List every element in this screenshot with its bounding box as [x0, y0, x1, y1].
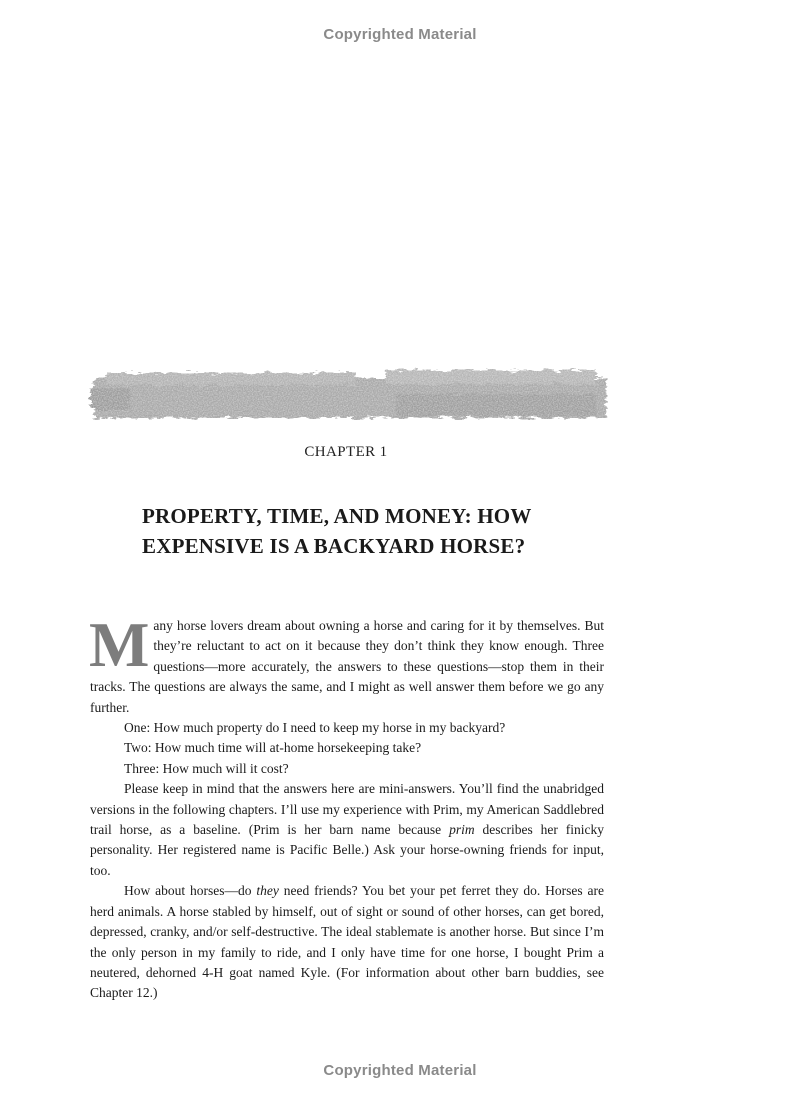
paragraph-mini-answers-text-b: describes her finicky personality. Her registered name is Pacific Belle.) Ask your horse-owning friends for input, too.: [90, 822, 604, 878]
question-two: Two: How much time will at-home horsekeeping take?: [124, 740, 422, 756]
question-three: Three: How much will it cost?: [124, 760, 289, 776]
paragraph-mini-answers: [90, 779, 604, 881]
paragraph-horse-friends-text-a: How about horses—do: [124, 883, 257, 899]
chapter-body: [89, 609, 604, 1004]
opening-paragraph: [89, 609, 604, 718]
copyright-watermark-top: Copyrighted Material: [323, 26, 477, 43]
chapter-title-line-1: PROPERTY, TIME, AND MONEY: HOW: [142, 504, 532, 528]
chapter-label: CHAPTER 1: [304, 444, 388, 460]
question-one: One: How much property do I need to keep my horse in my backyard?: [124, 720, 506, 736]
paragraph-mini-answers-text-a: Please keep in mind that the answers here are mini-answers. You’ll find the unabridged versions in the following chapters. I’ll use my experience with Prim, my American Saddlebred trail horse, as a baseline. (Prim is her barn name because: [90, 781, 604, 838]
chapter-banner-texture: [86, 364, 618, 428]
opening-paragraph-text: any horse lovers dream about owning a horse and caring for it by themselves. But they’re reluctant to act on it because they don’t think they know enough. Three questions—more accurately, the answers to these questions—stop them in their tracks. The questions are always the same, and I might as well answer them before we go any further.: [90, 618, 604, 715]
emphasis-they: they: [256, 883, 279, 899]
emphasis-prim: prim: [449, 822, 475, 838]
drop-cap: M: [89, 609, 150, 680]
paragraph-horse-friends-text-b: need friends? You bet your pet ferret they do. Horses are herd animals. A horse stabled by himself, out of sight or sound of other horses, can get bored, depressed, cranky, and/or self-destructive. The ideal stablemate is another horse. But since I’m the only person in my family to ride, and I only have time for one horse, I bought Prim a neutered, dehorned 4-H goat named Kyle. (For information about other barn buddies, see Chapter 12.): [90, 883, 604, 1001]
copyright-watermark-bottom: Copyrighted Material: [323, 1062, 477, 1079]
paragraph-horse-friends: [90, 881, 604, 1003]
chapter-title: [142, 501, 612, 561]
chapter-title-line-2: EXPENSIVE IS A BACKYARD HORSE?: [142, 534, 526, 558]
